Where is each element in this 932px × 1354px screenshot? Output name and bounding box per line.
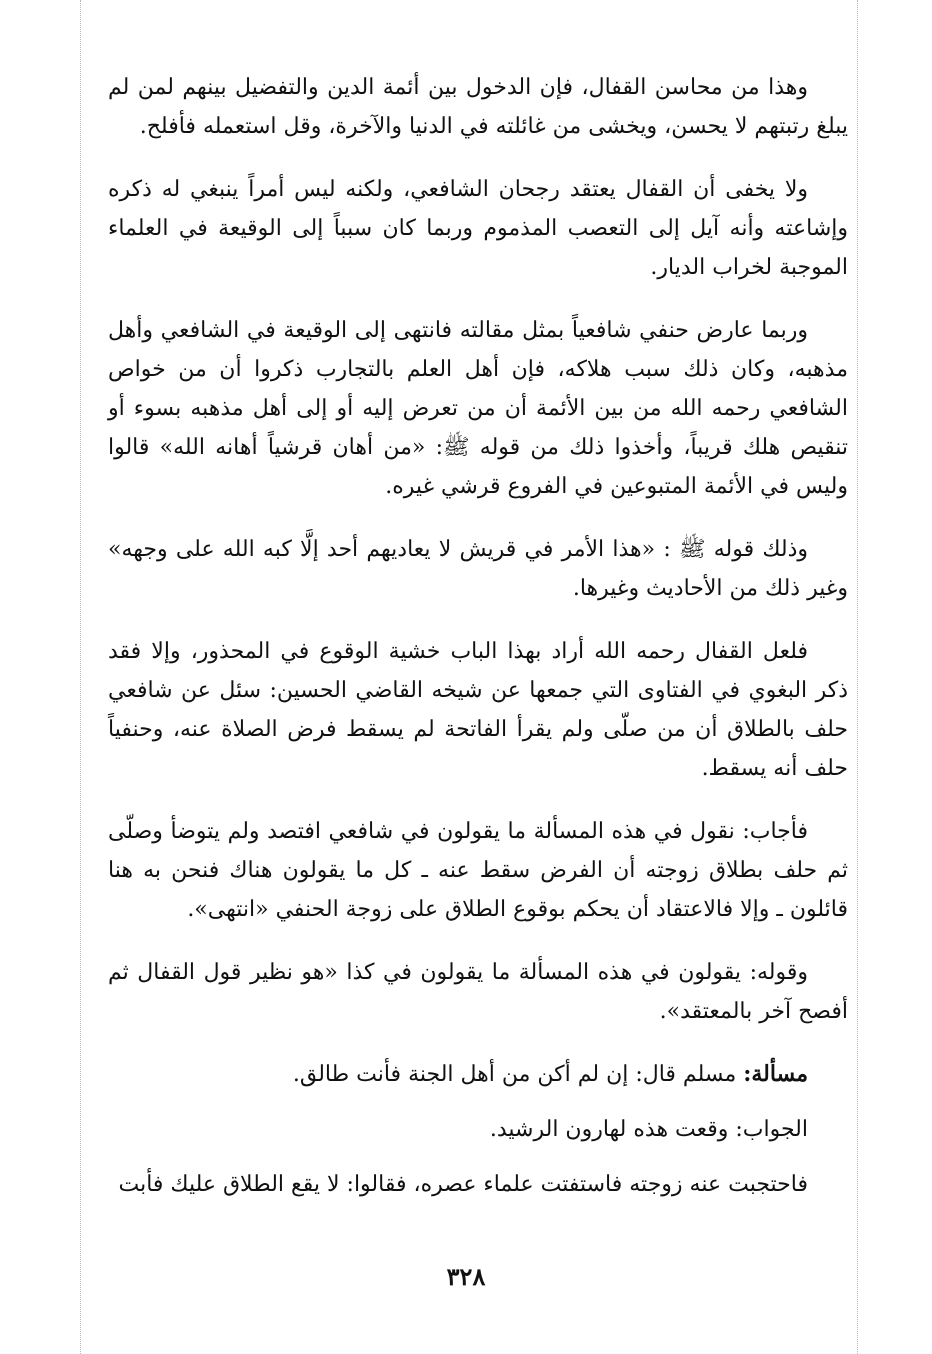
left-page-edge [80,0,81,1354]
paragraph-5: فلعل القفال رحمه الله أراد بهذا الباب خشية الوقوع في المحذور، وإلا فقد ذكر البغوي في الفتاوى التي جمعها عن شيخه القاضي الحسين: سئل عن شافعي حلف بالطلاق أن من صلّى ولم يقرأ الفاتحة لم يسقط فرض الصلاة عنه، وحنفياً حلف أنه يسقط. [108,639,849,781]
paragraph-6: فأجاب: نقول في هذه المسألة ما يقولون في شافعي افتصد ولم يتوضأ وصلّى ثم حلف بطلاق زوجته أن الفرض سقط عنه ـ كل ما يقولون هناك فنحن به هنا قائلون ـ وإلا فالاعتقاد أن يحكم بوقوع الطلاق على زوجة الحنفي «انتهى». [108,819,848,922]
page-body-text [108,68,848,1220]
masala-paragraph [108,1055,848,1094]
page-number: ٣٢٨ [446,1262,486,1291]
paragraph-2: ولا يخفى أن القفال يعتقد رجحان الشافعي، ولكنه ليس أمراً ينبغي له ذكره وإشاعته وأنه آيل إلى التعصب المذموم وربما كان سبباً إلى الوقيعة في العلماء الموجبة لخراب الديار. [108,177,848,280]
last-line-paragraph: فاحتجبت عنه زوجته فاستفتت علماء عصره، فقالوا: لا يقع الطلاق عليك فأبت [118,1172,808,1197]
paragraph-1: وهذا من محاسن القفال، فإن الدخول بين أئمة الدين والتفضيل بينهم لمن لم يبلغ رتبتهم لا يحسن، ويخشى من غائلته في الدنيا والآخرة، وقل استعمله فأفلح. [108,75,848,139]
right-page-edge [857,0,858,1354]
paragraph-4: وذلك قوله ﷺ : «هذا الأمر في قريش لا يعاديهم أحد إلَّا كبه الله على وجهه» وغير ذلك من الأحاديث وغيرها. [108,537,848,601]
jawab-paragraph: الجواب: وقعت هذه لهارون الرشيد. [489,1117,808,1142]
paragraph-7: وقوله: يقولون في هذه المسألة ما يقولون في كذا «هو نظير قول القفال ثم أفصح آخر بالمعتقد». [108,960,848,1024]
masala-label: مسألة: [743,1061,808,1087]
paragraph-3: وربما عارض حنفي شافعياً بمثل مقالته فانتهى إلى الوقيعة في الشافعي وأهل مذهبه، وكان ذلك سبب هلاكه، فإن أهل العلم بالتجارب ذكروا أن من خواص الشافعي رحمه الله من بين الأئمة أن من تعرض إليه أو إلى أهل مذهبه بسوء أو تنقيص هلك قريباً، وأخذوا ذلك من قوله ﷺ: «من أهان قرشياً أهانه الله» قالوا وليس في الأئمة المتبوعين في الفروع قرشي غيره. [108,318,848,499]
masala-text: مسلم قال: إن لم أكن من أهل الجنة فأنت طالق. [292,1062,744,1087]
